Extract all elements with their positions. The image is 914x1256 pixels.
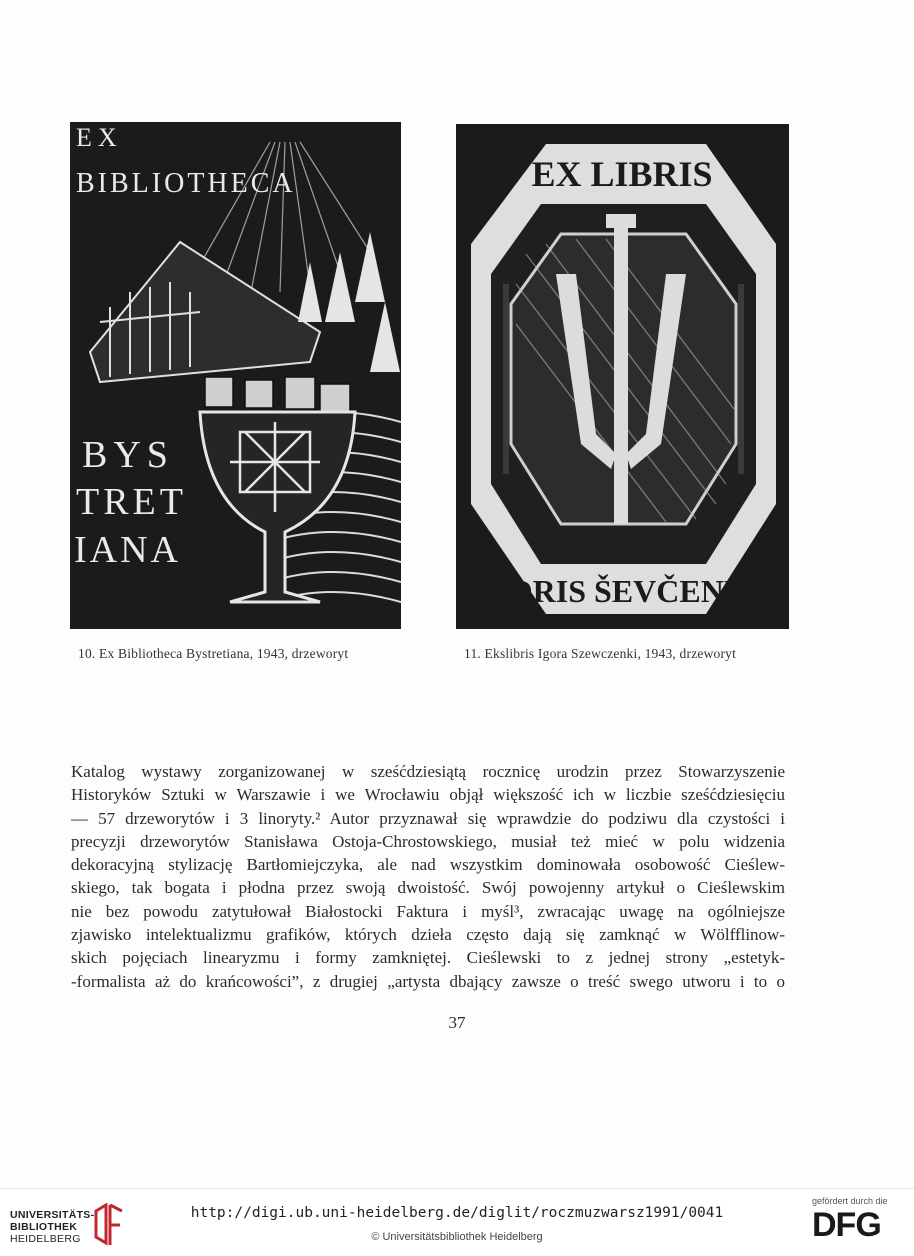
plate10-text-tret: TRET [76, 481, 187, 523]
body-line: Katalog wystawy zorganizowanej w sześćdziesiątą rocznicę urodzin przez Stowarzyszenie [71, 762, 785, 781]
dfg-funding-label: gefördert durch die [812, 1196, 888, 1206]
plate11-text-ex-libris: EX LIBRIS [531, 154, 713, 194]
body-line: skiego, tak bogata i płodna przez swoją dwoistość. Swój powojenny artykuł o Cieślewskim [71, 878, 785, 898]
plate10-text-bys: BYS [82, 434, 174, 476]
uni-logo-line2: BIBLIOTHEK [10, 1221, 78, 1233]
uni-logo-line1: UNIVERSITÄTS- [10, 1209, 95, 1221]
plate-ex-bibliotheca-woodcut [70, 122, 401, 629]
plate-ex-libris-woodcut [456, 124, 789, 629]
figure-caption-10: 10. Ex Bibliotheca Bystretiana, 1943, drzeworyt [78, 646, 349, 661]
body-line: dekoracyjną stylizację Bartłomiejczyka, ale nad wszystkim dominowała osobowość Cieślew- [71, 855, 785, 875]
body-line: — 57 drzeworytów i 3 linoryty.² Autor przyznawał się wprawdzie do podziwu dla czystości i [71, 808, 785, 828]
body-line: skich pojęciach linearyzmu i formy zamkniętej. Cieślewski to z jednej strony „estetyk- [71, 948, 785, 968]
page-number: 37 [448, 1013, 466, 1032]
body-line: precyzji drzeworytów Stanisława Ostoja-Chrostowskiego, musiał też mieć w polu widzenia [71, 831, 785, 851]
body-line: nie bez powodu zatytułował Białostocki Faktura i myśl³, zwracając uwagę na ogólniejsze [71, 901, 785, 921]
uni-logo-line3: HEIDELBERG [10, 1233, 81, 1245]
viewer-footer [0, 1188, 914, 1256]
body-line: -formalista aż do krańcowości”, z drugiej „artysta dbający zawsze o treść swego utworu i to o [71, 971, 785, 991]
dfg-logo[interactable]: DFG [812, 1206, 881, 1244]
copyright-notice: © Universitätsbibliothek Heidelberg [371, 1231, 543, 1243]
figure-caption-11: 11. Ekslibris Igora Szewczenki, 1943, drzeworyt [464, 646, 737, 661]
permalink-url[interactable]: http://digi.ub.uni-heidelberg.de/diglit/roczmuzwarsz1991/0041 [190, 1205, 724, 1221]
plate10-text-ex: EX [76, 123, 123, 152]
body-paragraph [71, 760, 785, 993]
body-line: Historyków Sztuki w Warszawie i we Wrocławiu objął większość ich w liczbie sześćdziesięciu [71, 785, 785, 805]
plate10-text-iana: IANA [74, 529, 181, 571]
plate11-text-name: IHORIS ŠEVČENKO [470, 573, 774, 609]
body-line: zjawisko intelektualizmu grafików, których dzieła często dają się zamknąć w Wölfflinow- [71, 925, 785, 945]
plate10-text-bibliotheca: BIBLIOTHECA [76, 168, 296, 199]
